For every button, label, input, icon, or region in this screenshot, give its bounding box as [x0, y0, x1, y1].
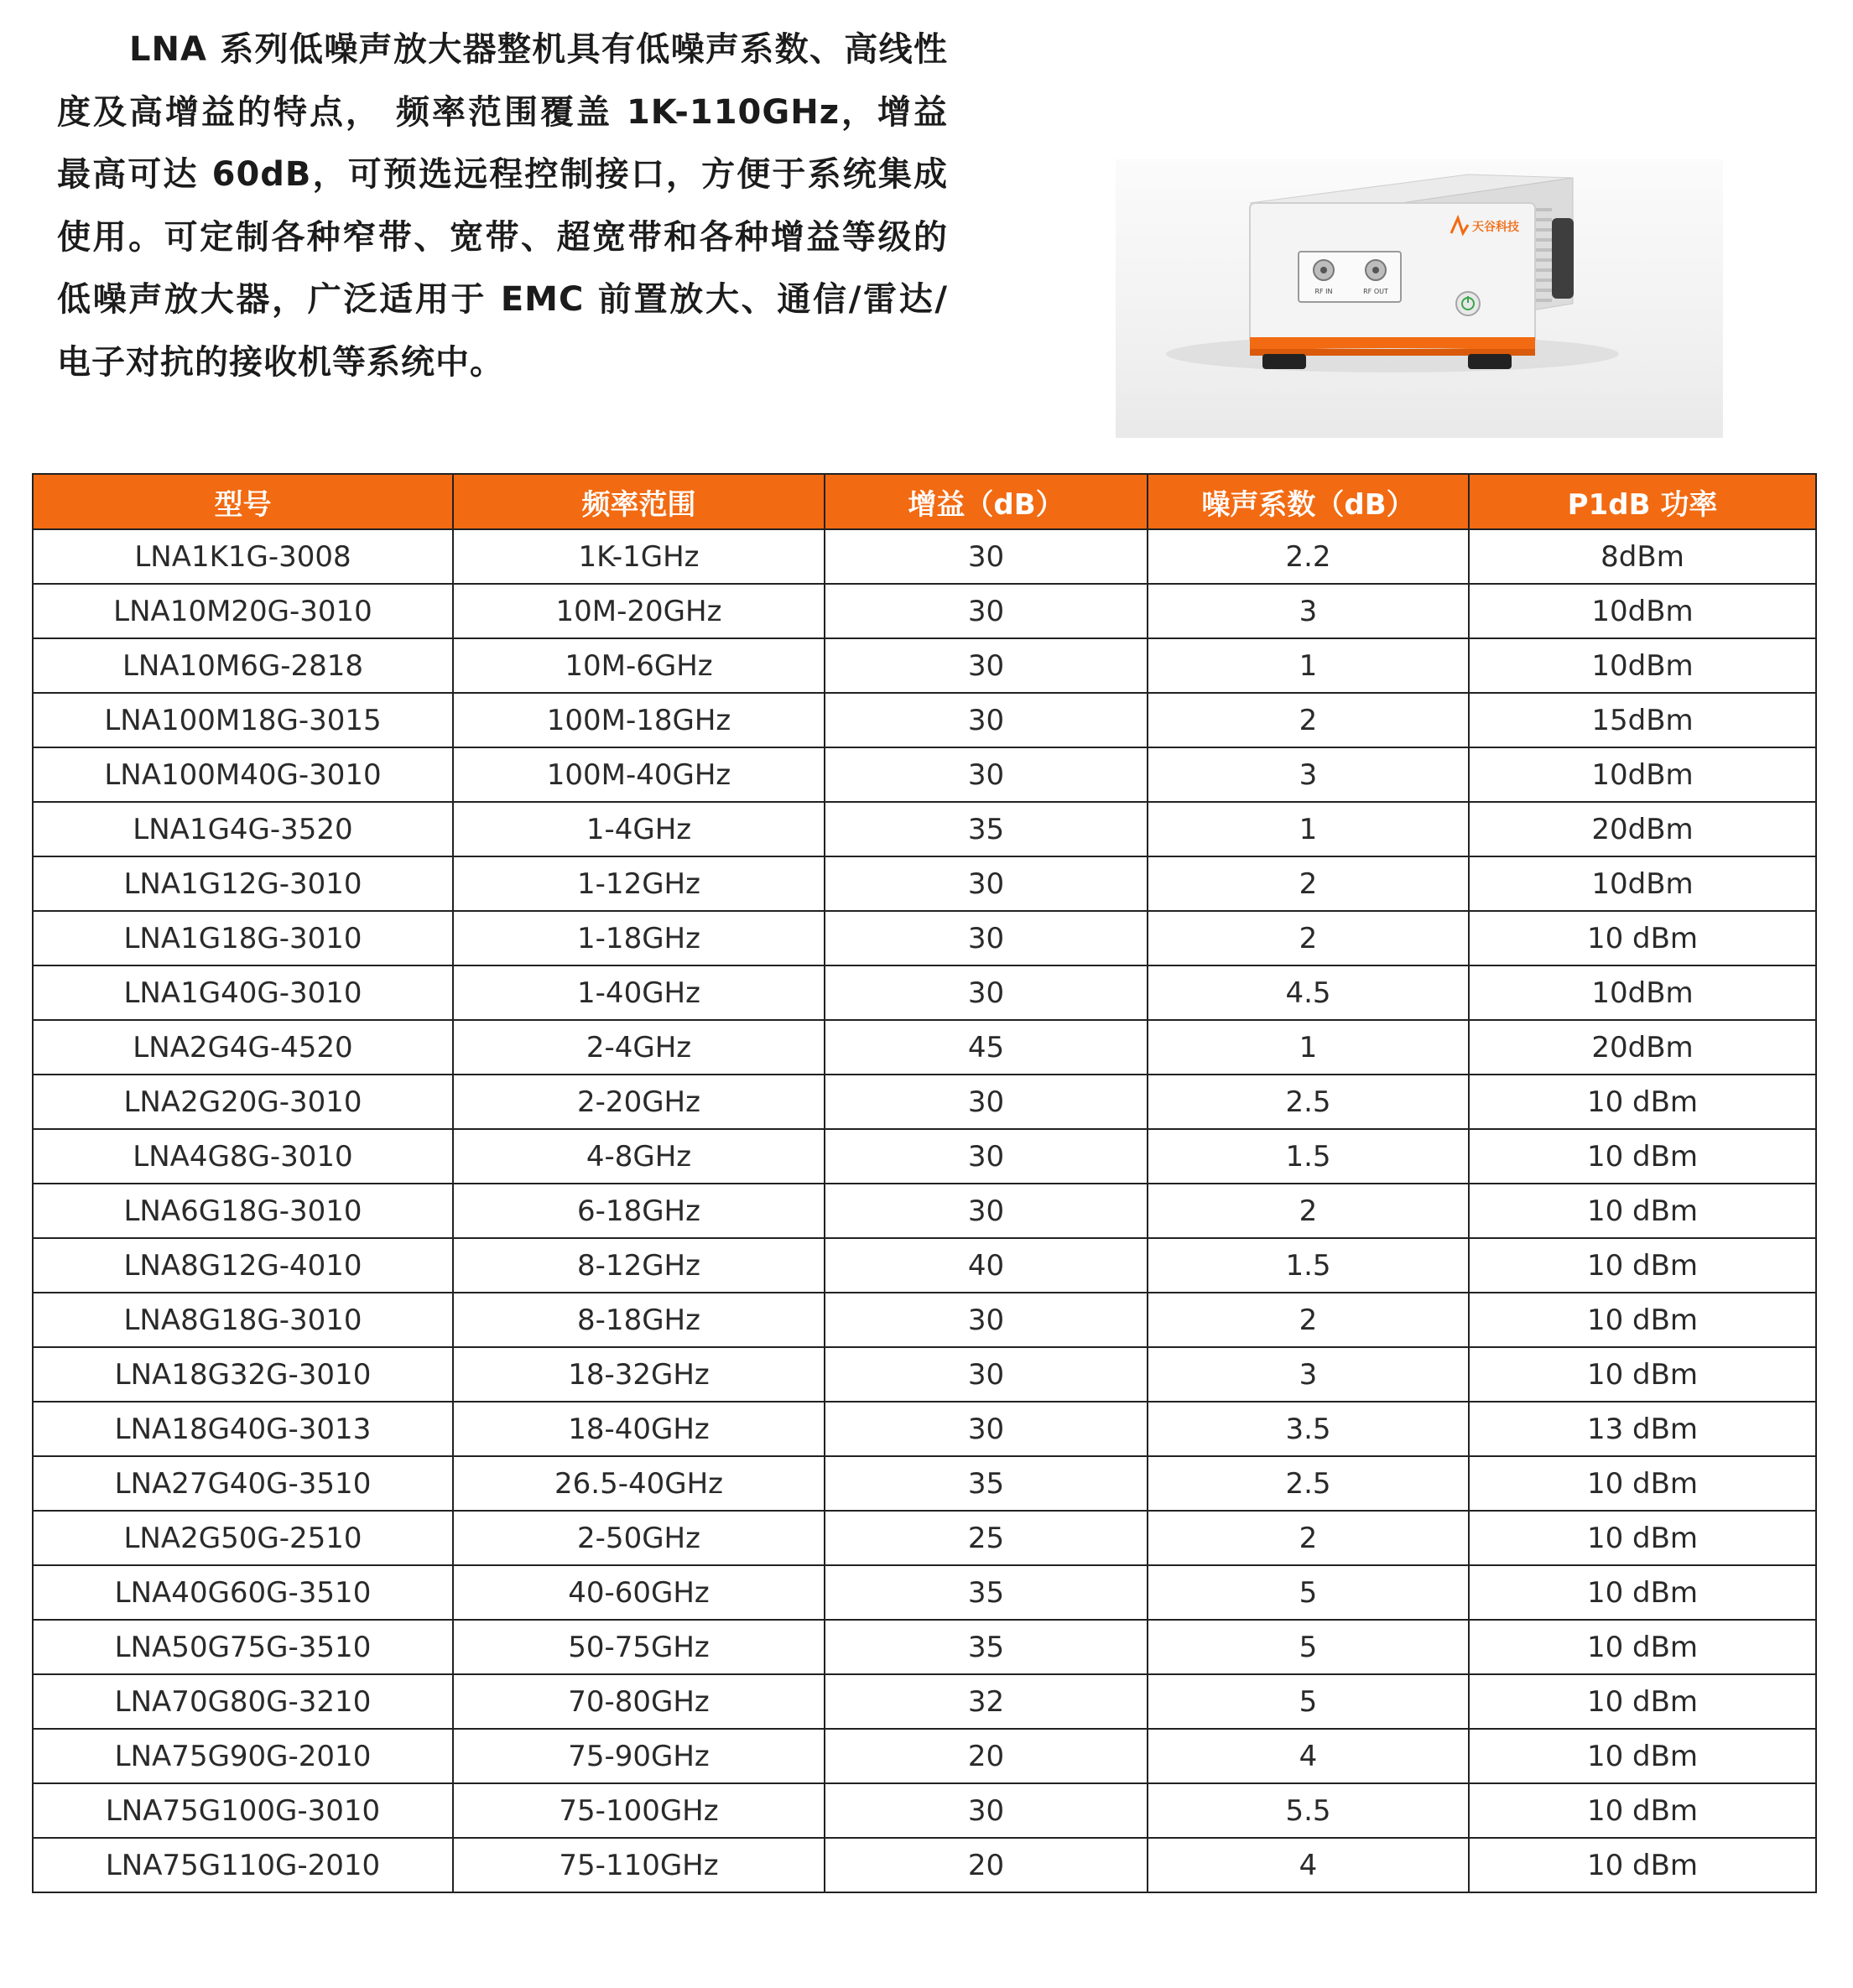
noise-figure-cell: 3.5: [1148, 1402, 1469, 1456]
table-row: [33, 747, 1816, 802]
frequency-cell: 1-4GHz: [453, 802, 825, 856]
p1db-cell: 8dBm: [1469, 529, 1816, 584]
noise-figure-cell: 1: [1148, 1020, 1469, 1075]
frequency-cell: 40-60GHz: [453, 1565, 825, 1620]
p1db-cell: 10 dBm: [1469, 1456, 1816, 1511]
table-row: [33, 911, 1816, 965]
model-cell: LNA4G8G-3010: [33, 1129, 453, 1184]
table-header-row: [33, 474, 1816, 529]
gain-cell: 30: [825, 693, 1148, 747]
frequency-cell: 10M-20GHz: [453, 584, 825, 638]
noise-figure-cell: 2.5: [1148, 1456, 1469, 1511]
p1db-cell: 15dBm: [1469, 693, 1816, 747]
table-row: [33, 638, 1816, 693]
noise-figure-cell: 4.5: [1148, 965, 1469, 1020]
p1db-cell: 10 dBm: [1469, 1293, 1816, 1347]
header-model: 型号: [33, 474, 453, 529]
noise-figure-cell: 3: [1148, 1347, 1469, 1402]
model-cell: LNA100M40G-3010: [33, 747, 453, 802]
table-row: [33, 1511, 1816, 1565]
port-out-label: RF OUT: [1363, 288, 1388, 295]
gain-cell: 30: [825, 965, 1148, 1020]
noise-figure-cell: 4: [1148, 1838, 1469, 1892]
p1db-cell: 10dBm: [1469, 747, 1816, 802]
table-row: [33, 1565, 1816, 1620]
noise-figure-cell: 5: [1148, 1565, 1469, 1620]
p1db-cell: 10 dBm: [1469, 1075, 1816, 1129]
p1db-cell: 10dBm: [1469, 584, 1816, 638]
model-cell: LNA1K1G-3008: [33, 529, 453, 584]
gain-cell: 35: [825, 1456, 1148, 1511]
model-cell: LNA1G4G-3520: [33, 802, 453, 856]
model-cell: LNA27G40G-3510: [33, 1456, 453, 1511]
gain-cell: 30: [825, 1347, 1148, 1402]
frequency-cell: 70-80GHz: [453, 1674, 825, 1729]
model-cell: LNA8G18G-3010: [33, 1293, 453, 1347]
frequency-cell: 1K-1GHz: [453, 529, 825, 584]
p1db-cell: 10 dBm: [1469, 1129, 1816, 1184]
model-cell: LNA50G75G-3510: [33, 1620, 453, 1674]
gain-cell: 30: [825, 638, 1148, 693]
noise-figure-cell: 2: [1148, 1511, 1469, 1565]
table-row: [33, 1674, 1816, 1729]
header-gain: 增益（dB）: [825, 474, 1148, 529]
amplifier-chassis-illustration: [1116, 159, 1723, 438]
table-row: [33, 1729, 1816, 1783]
noise-figure-cell: 3: [1148, 747, 1469, 802]
noise-figure-cell: 5: [1148, 1620, 1469, 1674]
gain-cell: 25: [825, 1511, 1148, 1565]
p1db-cell: 10 dBm: [1469, 1838, 1816, 1892]
gain-cell: 35: [825, 1565, 1148, 1620]
p1db-cell: 10 dBm: [1469, 1674, 1816, 1729]
frequency-cell: 1-12GHz: [453, 856, 825, 911]
table-row: [33, 1402, 1816, 1456]
noise-figure-cell: 2: [1148, 1184, 1469, 1238]
model-cell: LNA1G18G-3010: [33, 911, 453, 965]
table-row: [33, 1184, 1816, 1238]
gain-cell: 30: [825, 1783, 1148, 1838]
table-row: [33, 1838, 1816, 1892]
p1db-cell: 13 dBm: [1469, 1402, 1816, 1456]
p1db-cell: 10 dBm: [1469, 1238, 1816, 1293]
noise-figure-cell: 5.5: [1148, 1783, 1469, 1838]
gain-cell: 35: [825, 802, 1148, 856]
frequency-cell: 50-75GHz: [453, 1620, 825, 1674]
gain-cell: 45: [825, 1020, 1148, 1075]
gain-cell: 30: [825, 584, 1148, 638]
frequency-cell: 100M-40GHz: [453, 747, 825, 802]
frequency-cell: 8-12GHz: [453, 1238, 825, 1293]
noise-figure-cell: 1: [1148, 802, 1469, 856]
port-in-label: RF IN: [1314, 288, 1333, 295]
intro-paragraph: LNA 系列低噪声放大器整机具有低噪声系数、高线性度及高增益的特点， 频率范围覆盖 1K-110GHz，增益最高可达 60dB，可预选远程控制接口，方便于系统集成使用。可定制各种窄带、宽带、超宽带和各种增益等级的低噪声放大器，广泛适用于 EMC 前置放大、通信/雷达/电子对抗的接收机等系统中。: [57, 30, 948, 382]
gain-cell: 20: [825, 1729, 1148, 1783]
noise-figure-cell: 5: [1148, 1674, 1469, 1729]
frequency-cell: 2-4GHz: [453, 1020, 825, 1075]
p1db-cell: 10 dBm: [1469, 1347, 1816, 1402]
model-cell: LNA8G12G-4010: [33, 1238, 453, 1293]
noise-figure-cell: 1.5: [1148, 1129, 1469, 1184]
gain-cell: 40: [825, 1238, 1148, 1293]
frequency-cell: 75-100GHz: [453, 1783, 825, 1838]
spec-table: [32, 473, 1817, 1893]
header-p1db-power: P1dB 功率: [1469, 474, 1816, 529]
power-button-icon: [1456, 292, 1480, 315]
table-row: [33, 584, 1816, 638]
table-row: [33, 529, 1816, 584]
noise-figure-cell: 2.2: [1148, 529, 1469, 584]
model-cell: LNA6G18G-3010: [33, 1184, 453, 1238]
noise-figure-cell: 1: [1148, 638, 1469, 693]
model-cell: LNA75G100G-3010: [33, 1783, 453, 1838]
model-cell: LNA2G4G-4520: [33, 1020, 453, 1075]
gain-cell: 30: [825, 1129, 1148, 1184]
p1db-cell: 20dBm: [1469, 1020, 1816, 1075]
frequency-cell: 8-18GHz: [453, 1293, 825, 1347]
frequency-cell: 10M-6GHz: [453, 638, 825, 693]
frequency-cell: 26.5-40GHz: [453, 1456, 825, 1511]
frequency-cell: 75-90GHz: [453, 1729, 825, 1783]
model-cell: LNA10M6G-2818: [33, 638, 453, 693]
model-cell: LNA75G90G-2010: [33, 1729, 453, 1783]
gain-cell: 30: [825, 1075, 1148, 1129]
model-cell: LNA70G80G-3210: [33, 1674, 453, 1729]
frequency-cell: 2-20GHz: [453, 1075, 825, 1129]
table-row: [33, 1075, 1816, 1129]
p1db-cell: 10 dBm: [1469, 1620, 1816, 1674]
noise-figure-cell: 1.5: [1148, 1238, 1469, 1293]
header-frequency-range: 频率范围: [453, 474, 825, 529]
table-row: [33, 1347, 1816, 1402]
noise-figure-cell: 2.5: [1148, 1075, 1469, 1129]
gain-cell: 30: [825, 911, 1148, 965]
frequency-cell: 2-50GHz: [453, 1511, 825, 1565]
p1db-cell: 10 dBm: [1469, 911, 1816, 965]
table-body: [33, 529, 1816, 1892]
product-image: [1116, 159, 1723, 438]
noise-figure-cell: 3: [1148, 584, 1469, 638]
p1db-cell: 10dBm: [1469, 856, 1816, 911]
gain-cell: 30: [825, 1293, 1148, 1347]
frequency-cell: 18-40GHz: [453, 1402, 825, 1456]
gain-cell: 30: [825, 747, 1148, 802]
model-cell: LNA100M18G-3015: [33, 693, 453, 747]
model-cell: LNA18G40G-3013: [33, 1402, 453, 1456]
table-row: [33, 693, 1816, 747]
frequency-cell: 75-110GHz: [453, 1838, 825, 1892]
frequency-cell: 1-40GHz: [453, 965, 825, 1020]
gain-cell: 30: [825, 856, 1148, 911]
p1db-cell: 10dBm: [1469, 965, 1816, 1020]
p1db-cell: 20dBm: [1469, 802, 1816, 856]
noise-figure-cell: 2: [1148, 856, 1469, 911]
table-row: [33, 802, 1816, 856]
model-cell: LNA2G20G-3010: [33, 1075, 453, 1129]
model-cell: LNA10M20G-3010: [33, 584, 453, 638]
frequency-cell: 6-18GHz: [453, 1184, 825, 1238]
gain-cell: 30: [825, 1402, 1148, 1456]
table-row: [33, 1293, 1816, 1347]
p1db-cell: 10 dBm: [1469, 1511, 1816, 1565]
table-row: [33, 1129, 1816, 1184]
table-row: [33, 965, 1816, 1020]
frequency-cell: 4-8GHz: [453, 1129, 825, 1184]
table-row: [33, 1020, 1816, 1075]
frequency-cell: 18-32GHz: [453, 1347, 825, 1402]
table-row: [33, 1783, 1816, 1838]
table-row: [33, 1238, 1816, 1293]
p1db-cell: 10dBm: [1469, 638, 1816, 693]
noise-figure-cell: 2: [1148, 911, 1469, 965]
model-cell: LNA75G110G-2010: [33, 1838, 453, 1892]
gain-cell: 35: [825, 1620, 1148, 1674]
model-cell: LNA1G40G-3010: [33, 965, 453, 1020]
p1db-cell: 10 dBm: [1469, 1729, 1816, 1783]
header-noise-figure: 噪声系数（dB）: [1148, 474, 1469, 529]
table-row: [33, 856, 1816, 911]
frequency-cell: 1-18GHz: [453, 911, 825, 965]
gain-cell: 32: [825, 1674, 1148, 1729]
noise-figure-cell: 2: [1148, 1293, 1469, 1347]
gain-cell: 30: [825, 1184, 1148, 1238]
model-cell: LNA40G60G-3510: [33, 1565, 453, 1620]
table-row: [33, 1620, 1816, 1674]
noise-figure-cell: 2: [1148, 693, 1469, 747]
p1db-cell: 10 dBm: [1469, 1184, 1816, 1238]
brand-logo-text: 天谷科技: [1472, 221, 1519, 234]
p1db-cell: 10 dBm: [1469, 1783, 1816, 1838]
frequency-cell: 100M-18GHz: [453, 693, 825, 747]
gain-cell: 20: [825, 1838, 1148, 1892]
noise-figure-cell: 4: [1148, 1729, 1469, 1783]
model-cell: LNA2G50G-2510: [33, 1511, 453, 1565]
table-row: [33, 1456, 1816, 1511]
model-cell: LNA1G12G-3010: [33, 856, 453, 911]
model-cell: LNA18G32G-3010: [33, 1347, 453, 1402]
gain-cell: 30: [825, 529, 1148, 584]
p1db-cell: 10 dBm: [1469, 1565, 1816, 1620]
